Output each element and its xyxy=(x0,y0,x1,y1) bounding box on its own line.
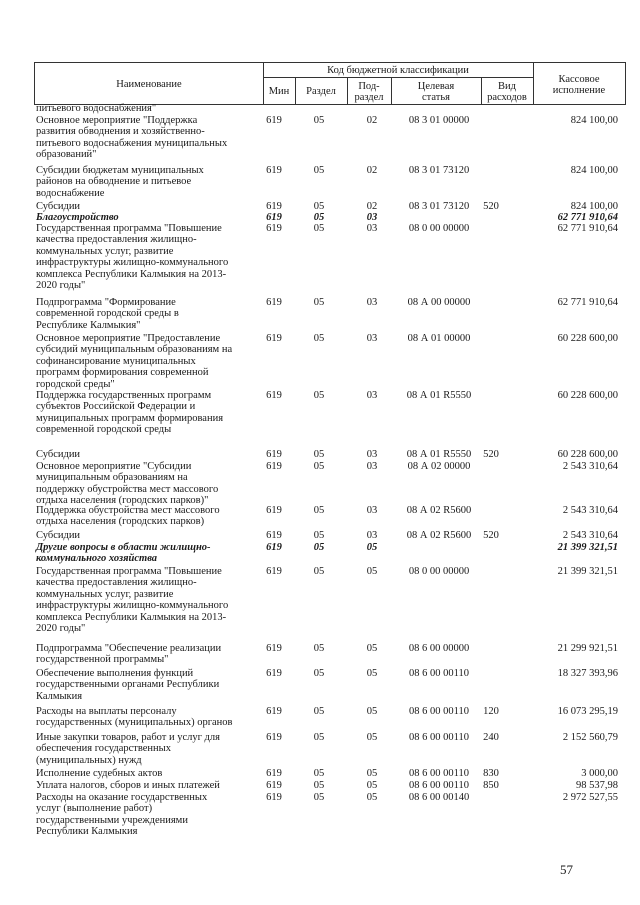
row-min-code: 619 xyxy=(266,212,282,223)
row-name: Субсидии бюджетам муниципальных районов на обводнение и питьевое водоснабжение xyxy=(36,165,204,199)
row-podrazdel: 05 xyxy=(366,792,378,803)
row-kassovoe-ispolnenie: 60 228 600,00 xyxy=(557,390,618,401)
row-min-code: 619 xyxy=(266,732,282,743)
header-celevaya: Целевая статья xyxy=(417,80,455,103)
row-min-code: 619 xyxy=(266,566,282,577)
header-divider xyxy=(391,77,392,104)
header-divider xyxy=(263,77,533,78)
row-celevaya-statya: 08 0 00 00000 xyxy=(408,223,470,234)
row-name: Благоустройство xyxy=(36,212,119,223)
row-razdel: 05 xyxy=(313,505,325,516)
row-name: Уплата налогов, сборов и иных платежей xyxy=(36,780,220,791)
row-razdel: 05 xyxy=(313,461,325,472)
row-vid-rashodov: 520 xyxy=(483,449,499,460)
row-podrazdel: 03 xyxy=(366,297,378,308)
row-podrazdel: 03 xyxy=(366,449,378,460)
row-celevaya-statya: 08 6 00 00110 xyxy=(409,768,469,779)
row-celevaya-statya: 08 6 00 00110 xyxy=(409,706,469,717)
header-divider xyxy=(347,77,348,104)
row-celevaya-statya: 08 А 01 00000 xyxy=(407,333,471,344)
row-razdel: 05 xyxy=(313,530,325,541)
row-name: Расходы на оказание государственных услуг (выполнение работ) государственными учреждениями Республики Калмыкия xyxy=(36,792,208,838)
row-vid-rashodov: 850 xyxy=(483,780,499,791)
row-kassovoe-ispolnenie: 2 543 310,64 xyxy=(562,461,618,472)
row-celevaya-statya: 08 6 00 00110 xyxy=(409,668,469,679)
row-kassovoe-ispolnenie: 2 972 527,55 xyxy=(562,792,618,803)
row-min-code: 619 xyxy=(266,223,282,234)
row-min-code: 619 xyxy=(266,333,282,344)
header-divider xyxy=(263,63,264,104)
row-razdel: 05 xyxy=(313,201,325,212)
header-min: Мин xyxy=(268,86,290,97)
row-name: питьевого водоснабжения" xyxy=(36,103,157,114)
row-vid-rashodov: 830 xyxy=(483,768,499,779)
row-celevaya-statya: 08 А 00 00000 xyxy=(407,297,471,308)
row-name: Основное мероприятие "Предоставление субсидий муниципальным образованиям на софинансирование муниципальных программ формирования современной городской среды" xyxy=(36,333,233,390)
row-min-code: 619 xyxy=(266,461,282,472)
row-kassovoe-ispolnenie: 62 771 910,64 xyxy=(557,297,618,308)
row-name: Государственная программа "Повышение качества предоставления жилищно- коммунальных услуг, развитие инфраструктуры жилищно-коммунального комплекса Республики Калмыкия на 2013- 2020 годы" xyxy=(36,566,229,635)
row-kassovoe-ispolnenie: 21 299 921,51 xyxy=(557,643,618,654)
row-celevaya-statya: 08 А 01 R5550 xyxy=(406,390,472,401)
row-razdel: 05 xyxy=(313,449,325,460)
row-name: Основное мероприятие "Поддержка развития обводнения и хозяйственно- питьевого водоснабжения муниципальных образований" xyxy=(36,115,228,161)
row-podrazdel: 05 xyxy=(366,732,378,743)
row-kassovoe-ispolnenie: 2 543 310,64 xyxy=(562,505,618,516)
row-podrazdel: 05 xyxy=(366,542,378,553)
table-header xyxy=(34,62,626,105)
row-celevaya-statya: 08 А 02 00000 xyxy=(407,461,471,472)
row-name: Расходы на выплаты персоналу государственных (муниципальных) органов xyxy=(36,706,233,729)
row-celevaya-statya: 08 А 02 R5600 xyxy=(406,530,472,541)
row-razdel: 05 xyxy=(313,768,325,779)
row-razdel: 05 xyxy=(313,333,325,344)
row-name: Поддержка государственных программ субъектов Российской Федерации и муниципальных программ формирования современной городской среды xyxy=(36,390,224,436)
row-kassovoe-ispolnenie: 62 771 910,64 xyxy=(557,212,618,223)
row-celevaya-statya: 08 6 00 00110 xyxy=(409,732,469,743)
row-min-code: 619 xyxy=(266,643,282,654)
row-kassovoe-ispolnenie: 21 399 321,51 xyxy=(557,542,618,553)
row-razdel: 05 xyxy=(313,297,325,308)
row-min-code: 619 xyxy=(266,768,282,779)
row-kassovoe-ispolnenie: 2 152 560,79 xyxy=(562,732,618,743)
row-podrazdel: 05 xyxy=(366,643,378,654)
row-podrazdel: 03 xyxy=(366,461,378,472)
row-min-code: 619 xyxy=(266,449,282,460)
row-celevaya-statya: 08 0 00 00000 xyxy=(408,566,470,577)
row-podrazdel: 05 xyxy=(366,768,378,779)
row-kassovoe-ispolnenie: 824 100,00 xyxy=(570,165,618,176)
row-min-code: 619 xyxy=(266,668,282,679)
row-celevaya-statya: 08 6 00 00140 xyxy=(408,792,470,803)
row-celevaya-statya: 08 А 01 R5550 xyxy=(406,449,472,460)
page-number: 57 xyxy=(560,862,573,877)
row-kassovoe-ispolnenie: 824 100,00 xyxy=(570,201,618,212)
row-podrazdel: 03 xyxy=(366,505,378,516)
row-kassovoe-ispolnenie: 16 073 295,19 xyxy=(557,706,618,717)
row-min-code: 619 xyxy=(266,780,282,791)
row-kassovoe-ispolnenie: 60 228 600,00 xyxy=(557,333,618,344)
row-kassovoe-ispolnenie: 18 327 393,96 xyxy=(557,668,618,679)
row-podrazdel: 03 xyxy=(366,333,378,344)
row-kassovoe-ispolnenie: 2 543 310,64 xyxy=(562,530,618,541)
row-celevaya-statya: 08 3 01 73120 xyxy=(408,165,470,176)
row-podrazdel: 02 xyxy=(366,165,378,176)
header-divider xyxy=(481,77,482,104)
row-name: Иные закупки товаров, работ и услуг для обеспечения государственных (муниципальных) нужд xyxy=(36,732,220,766)
row-celevaya-statya: 08 3 01 73120 xyxy=(408,201,470,212)
row-name: Субсидии xyxy=(36,201,81,212)
row-min-code: 619 xyxy=(266,542,282,553)
header-name: Наименование xyxy=(116,79,182,90)
row-celevaya-statya: 08 6 00 00000 xyxy=(408,643,470,654)
row-podrazdel: 02 xyxy=(366,115,378,126)
row-name: Другие вопросы в области жилищно- коммунального хозяйства xyxy=(36,542,211,565)
row-min-code: 619 xyxy=(266,792,282,803)
header-code-group: Код бюджетной классификации xyxy=(327,64,469,76)
header-divider xyxy=(295,77,296,104)
row-min-code: 619 xyxy=(266,201,282,212)
header-vid: Вид расходов xyxy=(487,80,527,103)
row-min-code: 619 xyxy=(266,530,282,541)
row-kassovoe-ispolnenie: 824 100,00 xyxy=(570,115,618,126)
row-podrazdel: 05 xyxy=(366,706,378,717)
row-name: Государственная программа "Повышение качества предоставления жилищно- коммунальных услуг, развитие инфраструктуры жилищно-коммунального комплекса Республики Калмыкия на 2013- 2020 годы" xyxy=(36,223,229,292)
row-razdel: 05 xyxy=(313,792,325,803)
row-razdel: 05 xyxy=(313,212,325,223)
row-name: Основное мероприятие "Субсидии муниципальным образованиям на поддержку обустройства мест массового отдыха населения (городских парков)" xyxy=(36,461,219,507)
row-vid-rashodov: 520 xyxy=(483,530,499,541)
row-kassovoe-ispolnenie: 3 000,00 xyxy=(581,768,618,779)
row-name: Обеспечение выполнения функций государственными органами Республики Калмыкия xyxy=(36,668,220,702)
row-razdel: 05 xyxy=(313,566,325,577)
row-kassovoe-ispolnenie: 98 537,98 xyxy=(576,780,618,791)
row-min-code: 619 xyxy=(266,706,282,717)
row-name: Субсидии xyxy=(36,449,81,460)
row-razdel: 05 xyxy=(313,643,325,654)
row-kassovoe-ispolnenie: 21 399 321,51 xyxy=(557,566,618,577)
row-razdel: 05 xyxy=(313,542,325,553)
row-name: Субсидии xyxy=(36,530,81,541)
header-kassovoe: Кассовое исполнение xyxy=(552,73,606,96)
header-podrazdel: Под- раздел xyxy=(354,80,384,103)
row-name: Поддержка обустройства мест массового отдыха населения (городских парков) xyxy=(36,505,220,528)
header-divider xyxy=(533,63,534,104)
header-razdel: Раздел xyxy=(306,86,336,97)
row-razdel: 05 xyxy=(313,165,325,176)
row-vid-rashodov: 240 xyxy=(483,732,499,743)
row-kassovoe-ispolnenie: 60 228 600,00 xyxy=(557,449,618,460)
row-razdel: 05 xyxy=(313,780,325,791)
row-vid-rashodov: 120 xyxy=(483,706,499,717)
row-celevaya-statya: 08 3 01 00000 xyxy=(408,115,470,126)
row-name: Исполнение судебных актов xyxy=(36,768,163,779)
row-podrazdel: 03 xyxy=(366,212,378,223)
row-name: Подпрограмма "Формирование современной городской среды в Республике Калмыкия" xyxy=(36,297,179,331)
row-name: Подпрограмма "Обеспечение реализации государственной программы" xyxy=(36,643,222,666)
row-min-code: 619 xyxy=(266,505,282,516)
row-min-code: 619 xyxy=(266,115,282,126)
row-podrazdel: 02 xyxy=(366,201,378,212)
row-razdel: 05 xyxy=(313,668,325,679)
row-razdel: 05 xyxy=(313,390,325,401)
row-min-code: 619 xyxy=(266,297,282,308)
row-razdel: 05 xyxy=(313,223,325,234)
row-podrazdel: 05 xyxy=(366,566,378,577)
row-podrazdel: 05 xyxy=(366,780,378,791)
row-razdel: 05 xyxy=(313,115,325,126)
row-podrazdel: 03 xyxy=(366,223,378,234)
row-min-code: 619 xyxy=(266,390,282,401)
row-razdel: 05 xyxy=(313,732,325,743)
row-podrazdel: 05 xyxy=(366,668,378,679)
row-min-code: 619 xyxy=(266,165,282,176)
row-celevaya-statya: 08 А 02 R5600 xyxy=(406,505,472,516)
row-podrazdel: 03 xyxy=(366,530,378,541)
row-kassovoe-ispolnenie: 62 771 910,64 xyxy=(557,223,618,234)
row-podrazdel: 03 xyxy=(366,390,378,401)
row-razdel: 05 xyxy=(313,706,325,717)
row-vid-rashodov: 520 xyxy=(483,201,499,212)
row-celevaya-statya: 08 6 00 00110 xyxy=(409,780,469,791)
